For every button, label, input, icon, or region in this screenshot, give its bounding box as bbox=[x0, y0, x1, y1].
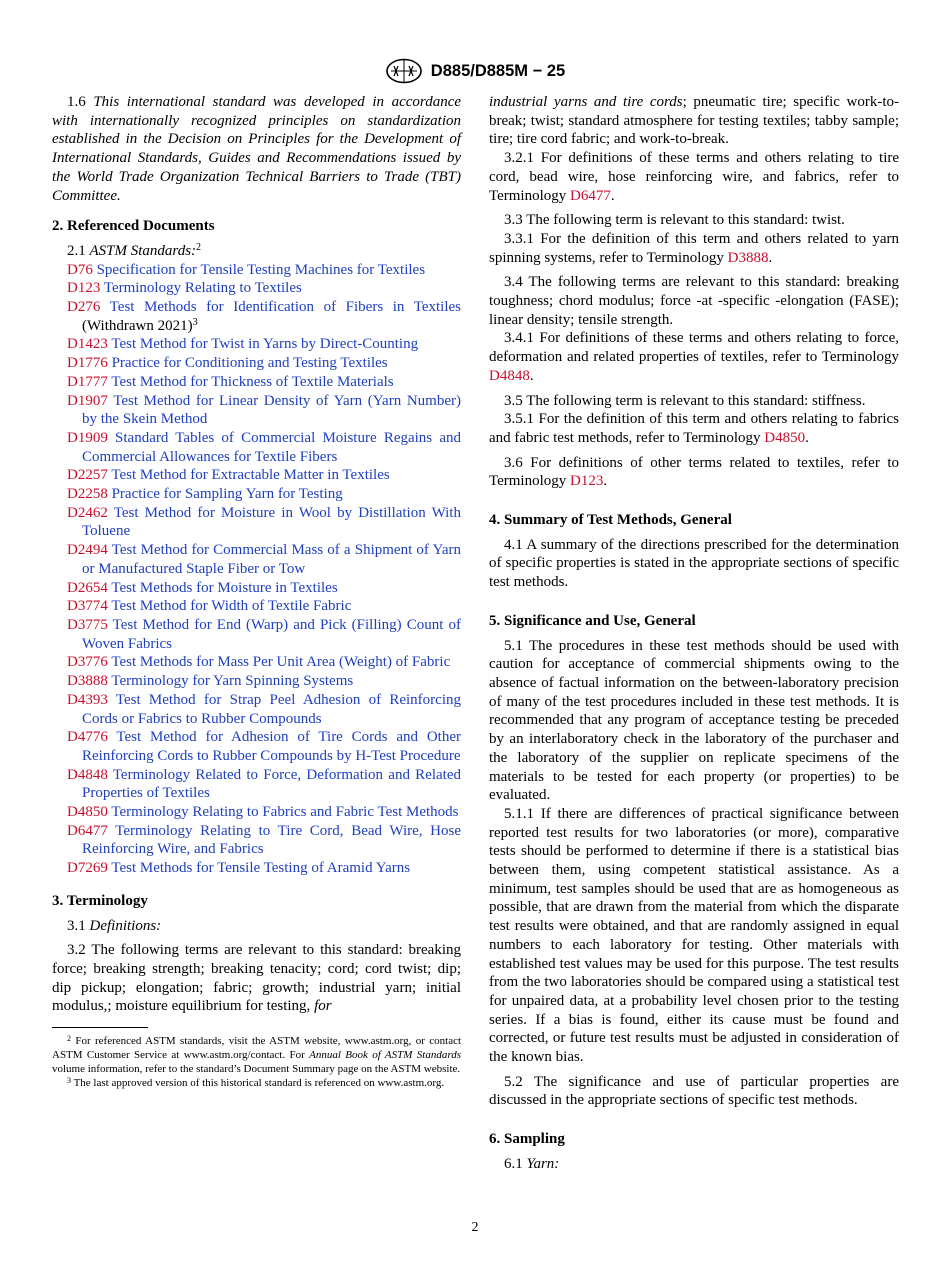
page-header bbox=[0, 58, 950, 84]
paragraph-5-2 bbox=[489, 1073, 899, 1110]
ref-item[interactable] bbox=[52, 803, 461, 822]
section-6-heading: 6. Sampling bbox=[489, 1131, 565, 1148]
ref-item[interactable] bbox=[52, 504, 461, 541]
para-text: ; pneumatic tire; specific work-to-break; twist; standard atmosphere for testing textiles; tabby sample; tire; tire cord fabric; and work-to-break. bbox=[489, 94, 899, 148]
para-text: For definitions of other terms related to textiles, refer to Terminology bbox=[489, 454, 899, 490]
ref-title[interactable]: Practice for Sampling Yarn for Testing bbox=[111, 486, 343, 503]
ref-title[interactable]: Test Method for Linear Density of Yarn (Yarn Number) by the Skein Method bbox=[82, 392, 461, 428]
ref-link[interactable]: D4850 bbox=[764, 429, 806, 446]
para-num: 1.6 bbox=[67, 94, 86, 110]
ref-item[interactable] bbox=[52, 373, 461, 392]
ref-id[interactable]: D123 bbox=[67, 280, 101, 297]
section-2-heading: 2. Referenced Documents bbox=[52, 218, 215, 235]
para-text: For definitions of these terms and others relating to tire cord, bead wire, hose reinforcing wire, and fabrics, refer to Terminology bbox=[489, 150, 900, 204]
ref-title[interactable]: Terminology Relating to Textiles bbox=[103, 280, 302, 297]
ref-title[interactable]: Test Method for Commercial Mass of a Shipment of Yarn or Manufactured Staple Fiber or Tow bbox=[82, 542, 461, 577]
ref-item[interactable] bbox=[52, 653, 461, 672]
ref-id[interactable]: D2654 bbox=[67, 579, 108, 596]
para-text: The following term is relevant to this standard: twist. bbox=[526, 212, 845, 229]
ref-link[interactable]: D6477 bbox=[570, 187, 611, 204]
para-text: This international standard was developed in accordance with internationally recognized principles on standardization established in the Decision on Principles for the Development of International Standards, Guides and Recommendations issued by the World Trade Organization Technical Barriers to Trade (TBT) Committee. bbox=[52, 94, 462, 204]
footnote-3 bbox=[52, 1076, 461, 1090]
left-column bbox=[52, 93, 461, 1090]
ref-title[interactable]: Specification for Tensile Testing Machines for Textiles bbox=[96, 261, 426, 278]
ref-title[interactable]: Terminology Related to Force, Deformation and Related Properties of Textiles bbox=[82, 766, 461, 802]
ref-item[interactable] bbox=[52, 354, 461, 373]
paragraph-3-6 bbox=[489, 454, 899, 491]
paragraph-3-2 bbox=[52, 941, 461, 1016]
ref-item[interactable] bbox=[52, 298, 461, 335]
para-text: For the definition of this term and others related to yarn spinning systems, refer to Terminology bbox=[489, 230, 899, 266]
para-text: The significance and use of particular properties are discussed in the appropriate sections of specific test methods. bbox=[489, 1073, 899, 1109]
ref-item[interactable] bbox=[52, 429, 461, 466]
ref-item[interactable] bbox=[52, 579, 461, 598]
para-text: The following terms are relevant to this standard: breaking toughness; chord modulus; force -at -specific -elongation (FASE); linear density; tensile strength. bbox=[489, 274, 900, 328]
paragraph-3-3-1 bbox=[489, 230, 899, 267]
footnote-mark: 2 bbox=[67, 1034, 71, 1044]
ref-id[interactable]: D4848 bbox=[67, 766, 108, 783]
ref-item[interactable] bbox=[52, 616, 461, 653]
ref-id[interactable]: D76 bbox=[67, 261, 93, 278]
ref-title[interactable]: Test Method for Twist in Yarns by Direct-Counting bbox=[111, 336, 419, 353]
ref-item[interactable] bbox=[52, 691, 461, 728]
referenced-documents-list bbox=[52, 261, 461, 878]
para-end: . bbox=[610, 187, 615, 204]
ref-title[interactable]: Terminology for Yarn Spinning Systems bbox=[111, 673, 354, 690]
paragraph-4-1 bbox=[489, 536, 899, 592]
paragraph-5-1 bbox=[489, 637, 899, 805]
ref-link[interactable]: D3888 bbox=[727, 249, 769, 266]
paragraph-5-1-1 bbox=[489, 805, 899, 1067]
paragraph-6-1 bbox=[489, 1155, 899, 1174]
ref-item[interactable] bbox=[52, 822, 461, 859]
paragraph-3-5-1 bbox=[489, 410, 899, 447]
ref-id[interactable]: D2257 bbox=[67, 467, 108, 484]
para-end: . bbox=[529, 367, 534, 384]
ref-title[interactable]: Test Methods for Mass Per Unit Area (Weight) of Fabric bbox=[111, 654, 451, 671]
para-text: ASTM Standards: bbox=[89, 242, 197, 259]
ref-title[interactable]: Test Method for End (Warp) and Pick (Filling) Count of Woven Fabrics bbox=[82, 616, 461, 652]
ref-title[interactable]: Test Method for Strap Peel Adhesion of Reinforcing Cords or Fabrics to Rubber Compounds bbox=[82, 691, 461, 727]
para-num: 3.4 bbox=[504, 274, 523, 291]
ref-id[interactable]: D6477 bbox=[67, 822, 108, 839]
ref-title[interactable]: Terminology Relating to Fabrics and Fabric Test Methods bbox=[111, 804, 459, 821]
page-number: 2 bbox=[471, 1220, 479, 1235]
ref-id[interactable]: D2462 bbox=[67, 504, 108, 521]
para-num: 3.5.1 bbox=[504, 411, 534, 428]
document-code: D885/D885M − 25 bbox=[430, 61, 566, 80]
para-text: The following terms are relevant to this standard: breaking force; breaking strength; breaking tenacity; cord; cord twist; dip; dip pickup; elongation; fabric; growth; industrial yarn; initial modulus,; moisture equilibrium for testing, bbox=[52, 942, 462, 1015]
ref-title[interactable]: Test Method for Width of Textile Fabric bbox=[111, 598, 352, 615]
para-num: 6.1 bbox=[504, 1155, 523, 1172]
paragraph-3-5 bbox=[489, 392, 899, 411]
ref-id[interactable]: D276 bbox=[67, 299, 101, 316]
ref-item[interactable] bbox=[52, 541, 461, 578]
ref-title[interactable]: Test Method for Adhesion of Tire Cords and Other Reinforcing Cords to Rubber Compounds by H-Test Procedure bbox=[82, 729, 461, 764]
para-num: 3.6 bbox=[504, 454, 523, 471]
para-num: 3.3.1 bbox=[504, 230, 534, 247]
ref-item[interactable] bbox=[52, 672, 461, 691]
ref-id[interactable]: D3775 bbox=[67, 616, 108, 633]
para-num: 3.1 bbox=[67, 917, 86, 934]
ref-item[interactable] bbox=[52, 392, 461, 429]
ref-item[interactable] bbox=[52, 279, 461, 298]
astm-logo-icon bbox=[385, 58, 423, 84]
ref-item[interactable] bbox=[52, 859, 461, 878]
ref-item[interactable] bbox=[52, 728, 461, 765]
para-num: 2.1 bbox=[67, 242, 86, 259]
para-num: 5.1 bbox=[504, 637, 523, 654]
paragraph-3-1 bbox=[52, 917, 461, 936]
ref-id[interactable]: D4393 bbox=[67, 691, 108, 708]
para-num: 4.1 bbox=[504, 536, 523, 553]
para-text: If there are differences of practical significance between reported test results for two laboratories (or more), comparative tests should be performed to determine if there is a statistical bias between them, using competent statistical assistance. As a minimum, test samples should be used that are as homogeneous as possible, that are drawn from the material from which the disparate test results were obtained, and that are randomly assigned in equal numbers to each laboratory for testing. Other materials with established test values may be used for this purpose. The test results from the two laboratories should be compared using a statistical test for unpaired data, at a probability level chosen prior to the testing series. If a bias is found, either its cause must be found and corrected, or future test results must be adjusted in consideration of the known bias. bbox=[489, 805, 899, 1066]
ref-title[interactable]: Test Methods for Tensile Testing of Aramid Yarns bbox=[111, 860, 411, 877]
ref-id[interactable]: D4850 bbox=[67, 804, 108, 821]
para-text: Definitions: bbox=[89, 917, 162, 934]
para-text: The following term is relevant to this standard: stiffness. bbox=[526, 392, 866, 409]
ref-title[interactable]: Test Methods for Identification of Fibers in Textiles bbox=[109, 299, 462, 316]
ref-id[interactable]: D1423 bbox=[67, 336, 108, 353]
ref-item[interactable] bbox=[52, 466, 461, 485]
paragraph-3-3 bbox=[489, 211, 899, 230]
para-num: 5.1.1 bbox=[504, 805, 534, 822]
paragraph-2-1 bbox=[52, 242, 461, 261]
paragraph-1-6 bbox=[52, 93, 461, 205]
para-text: Yarn: bbox=[526, 1155, 560, 1172]
footnote-mark: 3 bbox=[67, 1076, 71, 1086]
ref-title[interactable]: Test Method for Moisture in Wool by Distillation With Toluene bbox=[82, 504, 461, 540]
ref-title[interactable]: Terminology Relating to Tire Cord, Bead Wire, Hose Reinforcing Wire, and Fabrics bbox=[82, 822, 462, 858]
footnote-2 bbox=[52, 1034, 461, 1076]
right-column bbox=[489, 93, 899, 1174]
ref-id[interactable]: D3888 bbox=[67, 673, 108, 690]
ref-id[interactable]: D3776 bbox=[67, 654, 108, 671]
footnote-text: The last approved version of this historical standard is referenced on www.astm.org. bbox=[73, 1077, 445, 1090]
ref-withdrawn: (Withdrawn 2021) bbox=[82, 317, 193, 334]
ref-id[interactable]: D4776 bbox=[67, 729, 108, 746]
ref-title[interactable]: Practice for Conditioning and Testing Textiles bbox=[111, 355, 388, 372]
para-num: 3.5 bbox=[504, 392, 523, 409]
footnote-ref[interactable]: 2 bbox=[196, 241, 202, 253]
footnote-ref[interactable]: 3 bbox=[192, 316, 198, 328]
ref-id[interactable]: D1907 bbox=[67, 392, 108, 409]
ref-title[interactable]: Standard Tables of Commercial Moisture Regains and Commercial Allowances for Textile Fibers bbox=[82, 429, 461, 465]
ref-item[interactable] bbox=[52, 485, 461, 504]
ref-item[interactable] bbox=[52, 597, 461, 616]
para-num: 5.2 bbox=[504, 1073, 523, 1090]
ref-link[interactable]: D4848 bbox=[489, 367, 530, 384]
ref-title[interactable]: Test Method for Extractable Matter in Textiles bbox=[111, 467, 390, 484]
ref-id[interactable]: D2258 bbox=[67, 486, 108, 503]
para-end: . bbox=[805, 429, 809, 446]
para-num: 3.2.1 bbox=[504, 150, 534, 167]
paragraph-3-4-1 bbox=[489, 329, 899, 385]
ref-id[interactable]: D1777 bbox=[67, 373, 108, 390]
para-num: 3.2 bbox=[67, 942, 86, 959]
para-end: . bbox=[603, 473, 608, 490]
para-italic: for bbox=[314, 998, 332, 1015]
paragraph-3-2-continued bbox=[489, 93, 899, 149]
ref-title[interactable]: Test Methods for Moisture in Textiles bbox=[111, 579, 338, 596]
ref-item[interactable] bbox=[52, 335, 461, 354]
section-5-heading: 5. Significance and Use, General bbox=[489, 612, 696, 629]
ref-id[interactable]: D3774 bbox=[67, 598, 108, 615]
para-text: The procedures in these test methods should be used with caution for acceptance of commercial shipments owing to the absence of factual information on the between-laboratory precision of many of the test procedures included in these test methods. It is recommended that any program of acceptance testing be preceded by an interlaboratory check in the laboratory of the purchaser and the laboratory of the supplier on replicate specimens of the materials to be tested for each property (or properties) to be evaluated. bbox=[489, 637, 899, 804]
section-3-heading: 3. Terminology bbox=[52, 892, 148, 909]
para-text: A summary of the directions prescribed for the determination of specific properties is stated in the appropriate sections of specific test methods. bbox=[489, 536, 899, 591]
ref-item[interactable] bbox=[52, 261, 461, 280]
footnote-italic: Annual Book of ASTM Standards bbox=[309, 1049, 462, 1062]
ref-link[interactable]: D123 bbox=[570, 473, 604, 490]
footnote-text: volume information, refer to the standard’s Document Summary page on the ASTM website. bbox=[52, 1063, 461, 1076]
ref-id[interactable]: D1909 bbox=[67, 429, 108, 446]
para-num: 3.3 bbox=[504, 212, 523, 229]
paragraph-3-4 bbox=[489, 273, 899, 329]
para-italic: industrial yarns and tire cords bbox=[489, 94, 683, 110]
footnote-divider bbox=[52, 1027, 148, 1028]
para-end: . bbox=[768, 249, 773, 266]
ref-title[interactable]: Test Method for Thickness of Textile Materials bbox=[111, 373, 394, 390]
para-text: For the definition of this term and others relating to fabrics and fabric test methods, refer to Terminology bbox=[489, 411, 900, 446]
ref-item[interactable] bbox=[52, 766, 461, 803]
ref-id[interactable]: D7269 bbox=[67, 860, 108, 877]
para-num: 3.4.1 bbox=[504, 330, 534, 347]
ref-id[interactable]: D1776 bbox=[67, 355, 108, 372]
para-text: For definitions of these terms and others relating to force, deformation and related properties of textiles, refer to Terminology bbox=[489, 330, 900, 366]
paragraph-3-2-1 bbox=[489, 149, 899, 205]
ref-id[interactable]: D2494 bbox=[67, 542, 108, 559]
footnote-text: For referenced ASTM standards, visit the ASTM website, www.astm.org, or contact ASTM Customer Service at www.astm.org/contact. For bbox=[52, 1035, 462, 1062]
section-4-heading: 4. Summary of Test Methods, General bbox=[489, 512, 732, 529]
